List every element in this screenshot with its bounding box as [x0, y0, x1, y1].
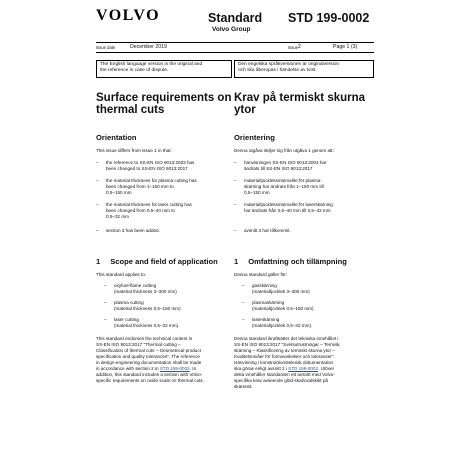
list-item-line: materialtjockleksintervallet för plasma-: [244, 178, 322, 183]
scope-intro-sv: Denna standard gäller för:: [234, 272, 288, 277]
list-item-line: been changed from 0,5–40 mm to: [106, 208, 175, 213]
page-number: Page 1 (3): [333, 44, 358, 50]
section-number: 1: [234, 257, 239, 266]
list-item-line: the reference to SS-EN ISO 9013:2003 has: [106, 160, 195, 165]
paragraph-line: SS-EN ISO 9013:2017 "Svetsutrustningar – Termisk: [234, 342, 340, 347]
list-dash: –: [96, 178, 99, 183]
header-rule-bottom: [96, 52, 374, 53]
paragraph-line: specific requirements on oxide scale on thermal cuts.: [96, 378, 205, 383]
list-item: [104, 317, 232, 329]
list-item-line: (material thickness 0,5–150 mm): [114, 306, 181, 311]
notice-swedish: [234, 60, 374, 78]
list-item-line: har ändrats från 0,5–40 mm till 0,5–32 mm: [244, 208, 331, 213]
scope-list-en: [104, 283, 232, 329]
paragraph-text: . Utöver: [318, 366, 335, 371]
list-dash: –: [234, 228, 237, 233]
list-dash: –: [96, 228, 99, 233]
title-english-line: Surface requirements on: [96, 92, 232, 104]
issue-label: Issue: [288, 45, 299, 50]
paragraph-line: detta innehåller standarden ett avsnitt med Volvo-: [234, 372, 335, 377]
list-item: [96, 228, 232, 234]
std-reference-link[interactable]: STD 199-0002: [288, 366, 319, 371]
list-item-line: the material thickness for plasma cutting has: [106, 178, 197, 183]
list-item-line: avsnitt 3 har tillkommit.: [244, 228, 291, 233]
list-item-line: 0,5–32 mm: [106, 214, 129, 219]
orientation-intro-sv: Denna utgåva skiljer sig från utgåva 1 genom att:: [234, 148, 334, 153]
title-swedish-line: ytor: [234, 104, 256, 116]
paragraph-line: Kvalitetsnivåer för formavvikelser och toleranser".: [234, 354, 335, 359]
list-dash: –: [234, 178, 237, 183]
notice-swedish-line: Den engelska språkversionen är originalversion: [238, 62, 340, 67]
list-dash: –: [242, 300, 245, 305]
list-item-line: (material thickness 0,5–32 mm).: [114, 323, 180, 328]
orientation-heading-sv: Orientering: [234, 133, 275, 142]
title-english-line: thermal cuts: [96, 104, 165, 116]
orientation-list-en: [96, 160, 232, 234]
section-number: 1: [96, 257, 101, 266]
paragraph-text: . In: [189, 366, 197, 371]
paragraph-line: addition, this standard includes a section with Volvo-: [96, 372, 203, 377]
list-item-line: the material thickness for laser cutting has: [106, 202, 192, 207]
paragraph-text: in accordance with section 2 in: [96, 366, 160, 371]
list-item: [104, 283, 232, 300]
paragraph-line: Classification of thermal cuts – Geometrical product: [96, 348, 201, 353]
list-dash: –: [234, 202, 237, 207]
list-item-line: materialtjockleksintervallet för laserskärning: [244, 202, 333, 207]
orientation-list-sv: [234, 160, 374, 234]
scope-heading-en: [96, 257, 218, 266]
notice-english: [96, 60, 232, 78]
list-item: [96, 160, 232, 178]
list-item-line: 0,5–150 mm: [244, 190, 270, 195]
list-item: [96, 202, 232, 228]
issue-number: 2: [298, 44, 301, 50]
list-dash: –: [242, 283, 245, 288]
list-item: [242, 283, 370, 300]
paragraph-line: in design-engineering documentation shall be made: [96, 360, 202, 365]
orientation-heading-en: Orientation: [96, 133, 137, 142]
list-dash: –: [96, 202, 99, 207]
list-item: [242, 300, 370, 317]
std-reference-link[interactable]: STD 199-0002: [159, 366, 190, 371]
list-dash: –: [104, 283, 107, 288]
title-swedish-line: Krav på termiskt skurna: [234, 92, 366, 104]
list-dash: –: [234, 160, 237, 165]
list-dash: –: [96, 160, 99, 165]
list-item: [234, 228, 374, 234]
issue-date: December 2019: [130, 44, 167, 50]
scope-heading-sv: [234, 257, 347, 266]
title-swedish: [234, 92, 365, 116]
list-item: [234, 202, 374, 228]
list-dash: –: [104, 317, 107, 322]
list-dash: –: [104, 300, 107, 305]
list-item-line: 0,5–150 mm: [106, 190, 132, 195]
list-item-line: plasmaskärning: [252, 300, 285, 305]
list-item: [234, 160, 374, 178]
list-item-line: been changed from 1–150 mm to: [106, 184, 174, 189]
list-item-line: (materialtjocklek 0,5–150 mm): [252, 306, 314, 311]
list-item-line: skärning har ändrats från 1–150 mm till: [244, 184, 324, 189]
paragraph-line: skärning – Klassificering av termiskt skurna ytor –: [234, 348, 335, 353]
list-item-line: been changed to SS-EN ISO 9013:2017: [106, 166, 188, 171]
notice-english-line: The English language version is the original and: [100, 62, 203, 67]
document-type: Standard: [208, 11, 263, 25]
title-english: [96, 92, 231, 116]
notice-swedish-line: och ska åberopas i händelse av tvist.: [238, 68, 317, 73]
paragraph-line: skärsnitt.: [234, 384, 253, 389]
list-item-line: (materialtjocklek 3–300 mm): [252, 289, 310, 294]
list-item-line: (material thickness 3–300 mm): [114, 289, 177, 294]
list-item-line: section 3 has been added.: [106, 228, 160, 233]
list-item-line: hänvisningen SS-EN ISO 9013:2003 har: [244, 160, 327, 165]
list-item-line: ändrats till SS-EN ISO 9013:2017: [244, 166, 313, 171]
list-item: [96, 178, 232, 202]
issue-date-label: Issue date: [96, 45, 116, 50]
paragraph-line: specification and quality tolerances". The reference: [96, 354, 200, 359]
scope-paragraph-sv: [234, 336, 376, 390]
volvo-logo: VOLVO: [96, 7, 161, 24]
paragraph-line: Hänvisning i konstruktionsteknisk dokumentation: [234, 360, 334, 365]
paragraph-text: ska göras enligt avsnitt 2 i: [234, 366, 289, 371]
list-item: [234, 178, 374, 202]
paragraph-line: This standard endorses the technical content in: [96, 336, 193, 341]
section-title: Scope and field of application: [110, 257, 218, 266]
organization: Volvo Group: [212, 26, 251, 33]
list-item-line: (materialtjocklek 0,5–32 mm).: [252, 323, 313, 328]
notice-english-line: the reference in case of dispute.: [100, 68, 169, 73]
scope-intro-en: This standard applies to:: [96, 272, 147, 277]
list-item-line: plasma cutting: [114, 300, 144, 305]
standard-number: STD 199-0002: [288, 11, 370, 25]
scope-paragraph-en: [96, 336, 236, 384]
header-rule-top: [96, 42, 374, 43]
list-dash: –: [242, 317, 245, 322]
list-item: [242, 317, 370, 329]
paragraph-line: SS-EN ISO 9013:2017 "Thermal cutting –: [96, 342, 181, 347]
orientation-intro-en: This issue differs from issue 1 in that:: [96, 148, 172, 153]
list-item: [104, 300, 232, 317]
list-item-line: laserskärning: [252, 317, 280, 322]
paragraph-line: specifika krav avseende glöd-skal/oxidskikt på: [234, 378, 328, 383]
paragraph-line: Denna standard ikraftsätter det tekniska innehållet i: [234, 336, 339, 341]
list-item-line: laser cutting: [114, 317, 139, 322]
list-item-line: oxyfuel-flame cutting: [114, 283, 157, 288]
section-title: Omfattning och tillämpning: [248, 257, 347, 266]
scope-list-sv: [242, 283, 370, 329]
list-item-line: gasskärning: [252, 283, 277, 288]
